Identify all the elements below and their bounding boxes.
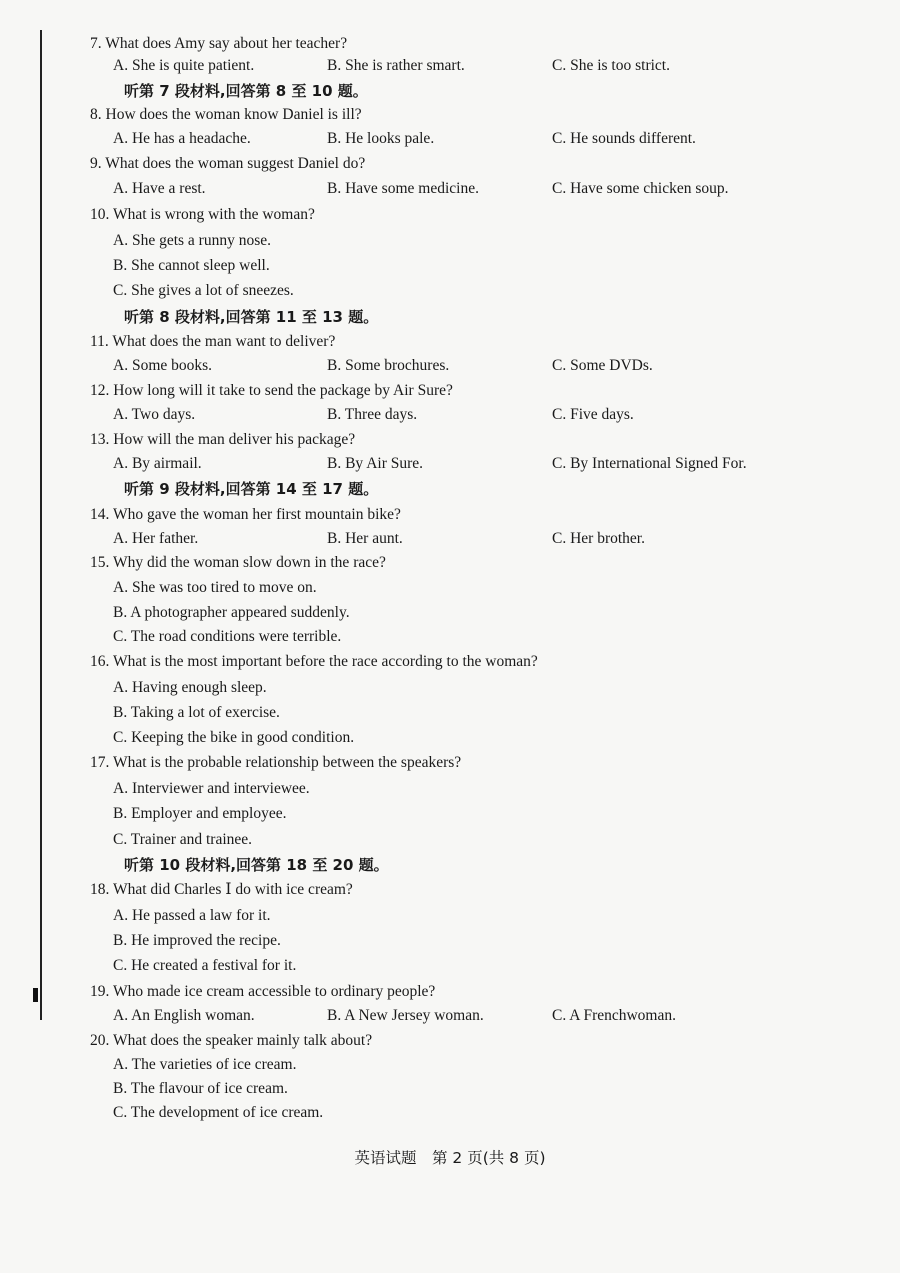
question-13: [0, 428, 900, 452]
option-c: C. Some DVDs.: [552, 357, 653, 374]
option-a: A. He passed a law for it.: [113, 907, 271, 924]
question-15-option-a: [0, 576, 900, 600]
question-10-option-b: [0, 254, 900, 278]
option-a: A. Her father.: [113, 530, 199, 547]
option-c: C. The development of ice cream.: [113, 1104, 324, 1121]
question-15-option-c: [0, 625, 900, 649]
question-11-options: [0, 354, 900, 378]
question-11: [0, 330, 900, 354]
question-text: 17. What is the probable relationship between the speakers?: [90, 754, 462, 771]
question-20-option-a: [0, 1053, 900, 1077]
option-a: A. Two days.: [113, 406, 196, 423]
question-text: 13. How will the man deliver his package?: [90, 431, 356, 448]
option-b: B. He improved the recipe.: [113, 932, 281, 949]
question-18-option-b: [0, 929, 900, 953]
question-14: [0, 503, 900, 527]
question-13-options: [0, 452, 900, 476]
option-a: A. Some books.: [113, 357, 213, 374]
question-text: 19. Who made ice cream accessible to ordinary people?: [90, 983, 436, 1000]
option-a: A. She was too tired to move on.: [113, 579, 317, 596]
question-12-options: [0, 403, 900, 427]
section-instruction-10: 听第 10 段材料,回答第 18 至 20 题。: [124, 856, 389, 874]
question-17: [0, 751, 900, 775]
question-9: [0, 152, 900, 176]
question-text: 18. What did Charles Ⅰ do with ice cream?: [90, 881, 353, 898]
question-15-option-b: [0, 601, 900, 625]
question-9-options: [0, 177, 900, 201]
question-text: 14. Who gave the woman her first mountain bike?: [90, 506, 401, 523]
option-a: A. Having enough sleep.: [113, 679, 267, 696]
question-18-option-c: [0, 954, 900, 978]
option-b: B. He looks pale.: [327, 130, 435, 147]
question-20-option-b: [0, 1077, 900, 1101]
question-20-option-c: [0, 1101, 900, 1125]
option-b: B. Have some medicine.: [327, 180, 479, 197]
question-text: 20. What does the speaker mainly talk about?: [90, 1032, 373, 1049]
question-19-options: [0, 1004, 900, 1028]
option-c: C. Have some chicken soup.: [552, 180, 729, 197]
option-b: B. The flavour of ice cream.: [113, 1080, 288, 1097]
option-c: C. By International Signed For.: [552, 455, 747, 472]
question-17-option-a: [0, 777, 900, 801]
page-footer: 英语试题 第 2 页(共 8 页): [354, 1149, 546, 1167]
option-c: C. A Frenchwoman.: [552, 1007, 676, 1024]
question-text: 7. What does Amy say about her teacher?: [90, 35, 348, 52]
option-c: C. He sounds different.: [552, 130, 696, 147]
section-instruction-7: 听第 7 段材料,回答第 8 至 10 题。: [124, 82, 368, 100]
question-text: 16. What is the most important before the race according to the woman?: [90, 653, 538, 670]
option-a: A. He has a headache.: [113, 130, 251, 147]
option-a: A. An English woman.: [113, 1007, 255, 1024]
option-c: C. Five days.: [552, 406, 634, 423]
option-b: B. She cannot sleep well.: [113, 257, 270, 274]
option-b: B. A photographer appeared suddenly.: [113, 604, 350, 621]
question-10: [0, 203, 900, 227]
option-a: A. She is quite patient.: [113, 57, 255, 74]
option-b: B. Taking a lot of exercise.: [113, 704, 280, 721]
option-c: C. She gives a lot of sneezes.: [113, 282, 294, 299]
option-b: B. Her aunt.: [327, 530, 403, 547]
option-b: B. Three days.: [327, 406, 418, 423]
question-text: 9. What does the woman suggest Daniel do?: [90, 155, 366, 172]
question-19: [0, 980, 900, 1004]
option-a: A. Interviewer and interviewee.: [113, 780, 310, 797]
question-12: [0, 379, 900, 403]
question-7: [0, 32, 900, 56]
option-c: C. She is too strict.: [552, 57, 670, 74]
question-14-options: [0, 527, 900, 551]
option-c: C. The road conditions were terrible.: [113, 628, 342, 645]
question-16-option-c: [0, 726, 900, 750]
option-b: B. Employer and employee.: [113, 805, 287, 822]
option-b: B. She is rather smart.: [327, 57, 465, 74]
option-b: B. Some brochures.: [327, 357, 450, 374]
option-c: C. Keeping the bike in good condition.: [113, 729, 355, 746]
option-a: A. Have a rest.: [113, 180, 206, 197]
option-b: B. A New Jersey woman.: [327, 1007, 484, 1024]
option-a: A. She gets a runny nose.: [113, 232, 271, 249]
question-text: 10. What is wrong with the woman?: [90, 206, 315, 223]
question-17-option-c: [0, 828, 900, 852]
question-8-options: [0, 127, 900, 151]
question-10-option-c: [0, 279, 900, 303]
section-instruction-8: 听第 8 段材料,回答第 11 至 13 题。: [124, 308, 379, 326]
question-20: [0, 1029, 900, 1053]
question-text: 11. What does the man want to deliver?: [90, 333, 336, 350]
question-15: [0, 551, 900, 575]
option-c: C. Trainer and trainee.: [113, 831, 253, 848]
option-c: C. He created a festival for it.: [113, 957, 297, 974]
question-16: [0, 650, 900, 674]
question-text: 15. Why did the woman slow down in the race?: [90, 554, 386, 571]
question-10-option-a: [0, 229, 900, 253]
option-a: A. The varieties of ice cream.: [113, 1056, 297, 1073]
question-16-option-b: [0, 701, 900, 725]
question-8: [0, 103, 900, 127]
option-c: C. Her brother.: [552, 530, 645, 547]
option-a: A. By airmail.: [113, 455, 202, 472]
option-b: B. By Air Sure.: [327, 455, 424, 472]
question-7-options: [0, 54, 900, 78]
question-17-option-b: [0, 802, 900, 826]
question-text: 12. How long will it take to send the package by Air Sure?: [90, 382, 453, 399]
question-18-option-a: [0, 904, 900, 928]
question-text: 8. How does the woman know Daniel is ill?: [90, 106, 362, 123]
section-instruction-9: 听第 9 段材料,回答第 14 至 17 题。: [124, 480, 379, 498]
question-16-option-a: [0, 676, 900, 700]
question-18: [0, 878, 900, 902]
